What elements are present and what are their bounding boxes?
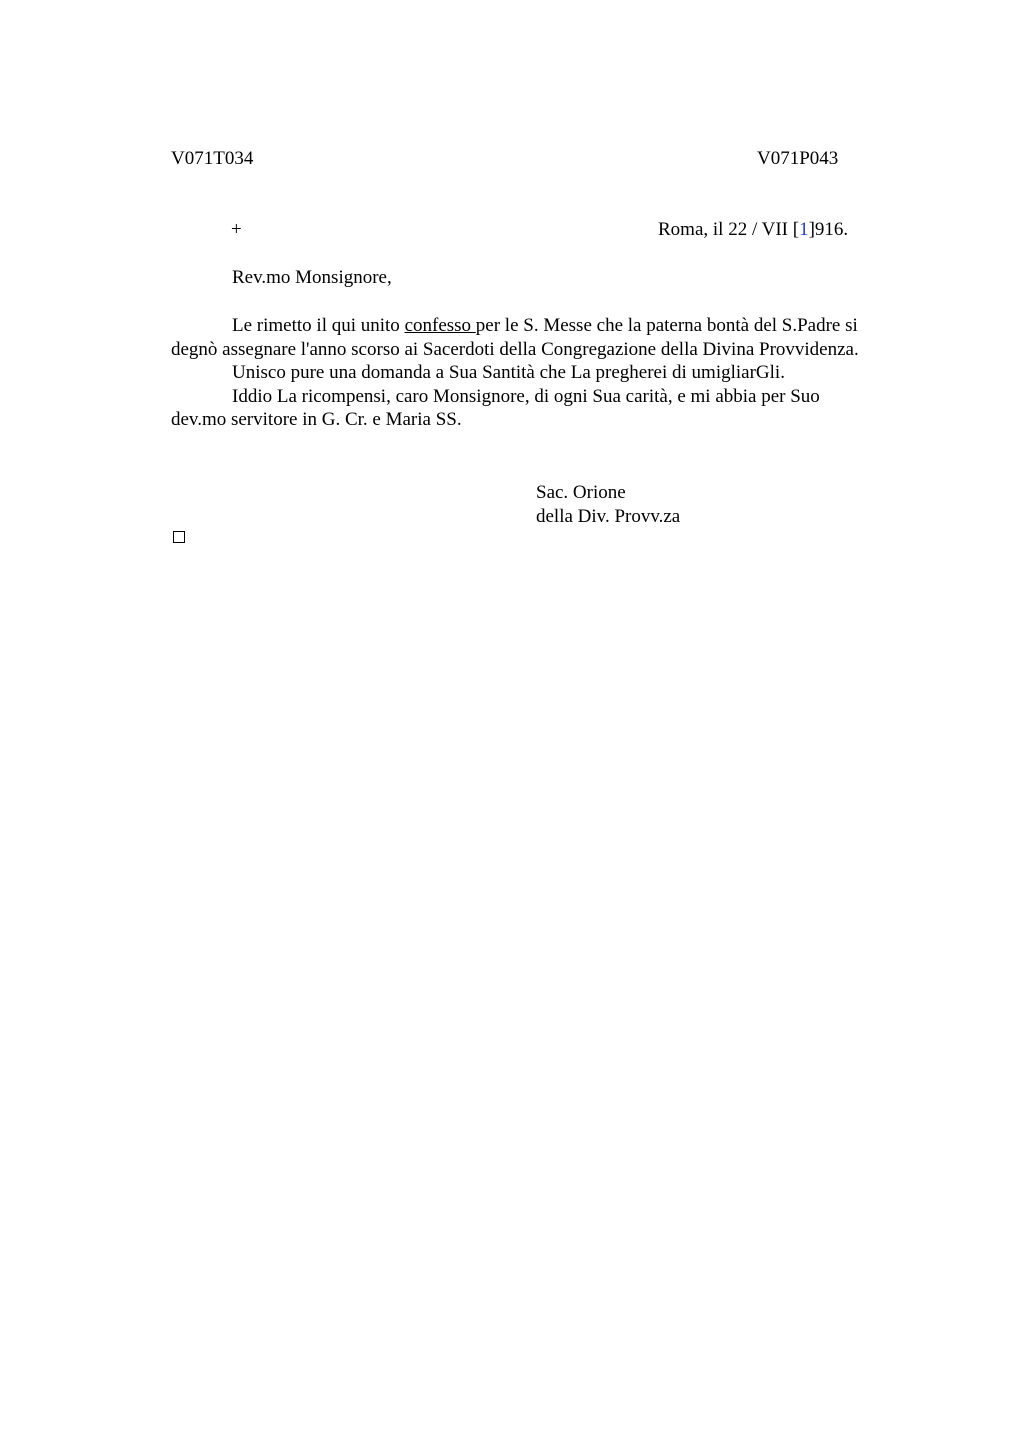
signature-block bbox=[536, 481, 680, 528]
document-code-right: V071P043 bbox=[757, 148, 839, 169]
signature-title: della Div. Provv.za bbox=[536, 505, 681, 527]
paragraph-2-line-1: Unisco pure una domanda a Sua Santità che La pregherei di umigliarGli. bbox=[232, 362, 785, 383]
footnote-link[interactable]: 1 bbox=[799, 219, 809, 240]
cross-symbol: + bbox=[231, 219, 242, 240]
date-line bbox=[658, 220, 848, 239]
date-prefix: Roma, il 22 / VII [ bbox=[658, 219, 800, 240]
paragraph-3-line-1: Iddio La ricompensi, caro Monsignore, di ogni Sua carità, e mi abbia per Suo bbox=[232, 385, 820, 407]
paragraph-3-line-2: dev.mo servitore in G. Cr. e Maria SS. bbox=[171, 409, 462, 430]
salutation: Rev.mo Monsignore, bbox=[232, 267, 392, 288]
letter-body bbox=[171, 314, 931, 432]
document-code-left: V071T034 bbox=[171, 148, 254, 169]
end-marker-box-icon bbox=[173, 531, 185, 543]
signature-name: Sac. Orione bbox=[536, 482, 626, 503]
paragraph-1-line-1 bbox=[171, 314, 931, 338]
paragraph-1-line-2: degnò assegnare l'anno scorso ai Sacerdoti della Congregazione della Divina Provvidenza. bbox=[171, 338, 859, 360]
underlined-word: confesso bbox=[404, 315, 476, 336]
date-suffix: ]916. bbox=[808, 219, 849, 240]
paragraph-1-text-b: per le S. Messe che la paterna bontà del S.Padre si bbox=[475, 315, 858, 336]
paragraph-1-text-a: Le rimetto il qui unito bbox=[232, 315, 405, 336]
